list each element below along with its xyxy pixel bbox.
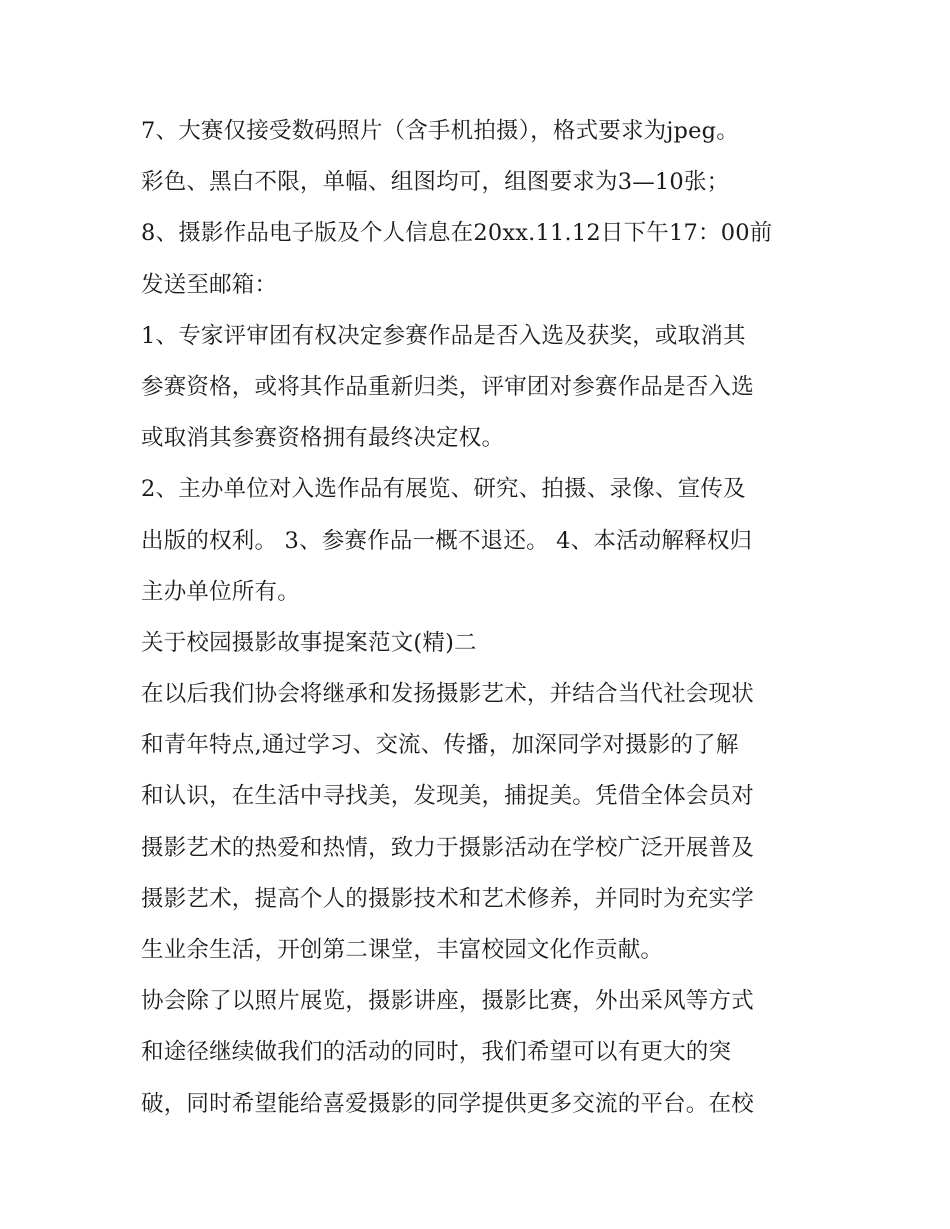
text-line: 协会除了以照片展览，摄影讲座，摄影比赛，外出采风等方式 — [141, 988, 754, 1015]
text-line: 发送至邮箱： — [141, 271, 278, 298]
text-line: 彩色、黑白不限，单幅、组图均可，组图要求为3—10张； — [141, 169, 730, 196]
text-line: 生业余生活，开创第二课堂，丰富校园文化作贡献。 — [141, 937, 664, 963]
text-line: 7、大赛仅接受数码照片（含手机拍摄），格式要求为jpeg。 — [141, 118, 739, 144]
text-line: 摄影艺术的热爱和热情，致力于摄影活动在学校广泛开展普及 — [141, 834, 754, 861]
text-line: 和青年特点,通过学习、交流、传播，加深同学对摄影的了解 — [141, 732, 739, 759]
text-line: 8、摄影作品电子版及个人信息在20xx.11.12日下午17：00前 — [141, 220, 773, 247]
text-line: 2、主办单位对入选作品有展览、研究、拍摄、录像、宣传及 — [141, 476, 746, 503]
text-line: 参赛资格，或将其作品重新归类，评审团对参赛作品是否入选 — [141, 373, 754, 400]
text-line: 出版的权利。 3、参赛作品一概不退还。 4、本活动解释权归 — [141, 527, 753, 554]
document-body — [141, 106, 821, 1130]
text-line: 和途径继续做我们的活动的同时，我们希望可以有更大的突 — [141, 1039, 732, 1066]
text-line: 在以后我们协会将继承和发扬摄影艺术，并结合当代社会现状 — [141, 681, 754, 708]
text-line: 1、专家评审团有权决定参赛作品是否入选及获奖，或取消其 — [141, 322, 746, 349]
text-line: 破，同时希望能给喜爱摄影的同学提供更多交流的平台。在校 — [141, 1090, 754, 1117]
text-line: 或取消其参赛资格拥有最终决定权。 — [141, 425, 505, 452]
text-line: 和认识，在生活中寻找美，发现美，捕捉美。凭借全体会员对 — [141, 783, 754, 810]
text-line: 主办单位所有。 — [141, 578, 300, 605]
section-heading: 关于校园摄影故事提案范文(精)二 — [141, 629, 477, 656]
text-line: 摄影艺术，提高个人的摄影技术和艺术修养，并同时为充实学 — [141, 885, 754, 912]
